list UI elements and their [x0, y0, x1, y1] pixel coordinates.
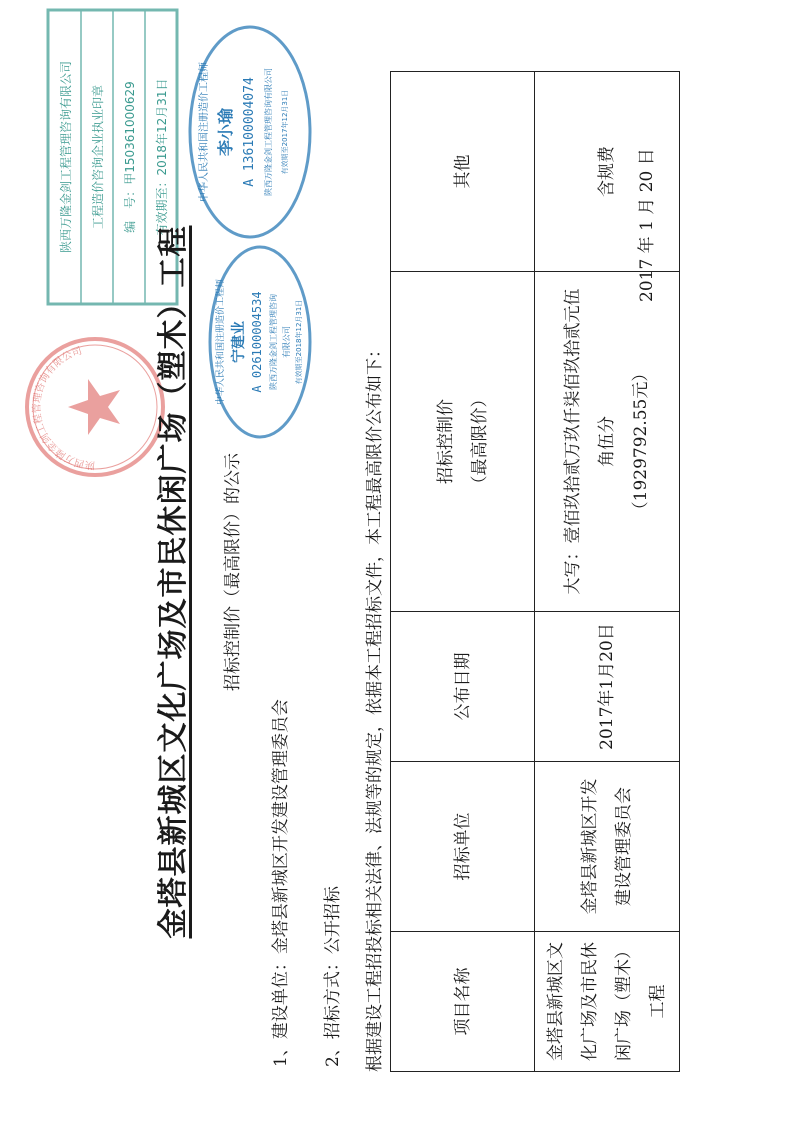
stamp2-line-2: 李小瑜: [216, 107, 235, 157]
company-seal-shape: [27, 339, 163, 475]
stamp1-line-2: 宁建业: [231, 321, 247, 363]
header-project-name: 项目名称: [391, 932, 535, 1072]
qual-line-1: 陕西万隆金剑工程管理咨询有限公司: [59, 60, 73, 254]
construction-unit-line: [266, 699, 291, 1067]
table-header-row: [391, 72, 535, 1072]
qual-line-4: 有效期至：2018年12月31日: [155, 78, 169, 236]
stamp2-line-5: 有效期至2017年12月31日: [281, 89, 289, 175]
basis-statement: 根据建设工程招投标相关法律、法规等的规定，依据本工程招标文件，本工程最高限价公布如下：: [365, 341, 385, 1072]
qual-line-3: 编 号：甲150361000629: [123, 81, 137, 233]
header-publish-date: 公布日期: [391, 612, 535, 762]
bidding-method-value: 公开招标: [323, 886, 343, 955]
cell-control-price: 大写：壹佰玖拾贰万玖仟柒佰玖拾贰元伍角伍分 （1929792.55元）: [535, 272, 680, 612]
footer-date: 2017 年 1 月 20 日: [637, 148, 657, 302]
stamp1-line-3: A 026100004534: [250, 291, 264, 393]
document-title: 金塔县新城区文化广场及市民休闲广场（塑木）工程: [156, 225, 191, 939]
stamp1-line-4: 陕西万隆金剑工程管理咨询: [269, 294, 278, 390]
header-control-price: 招标控制价 （最高限价）: [391, 272, 535, 612]
cell-publish-date: 2017年1月20日: [535, 612, 680, 762]
cell-bidding-unit: 金塔县新城区开发建设管理委员会: [535, 762, 680, 932]
registration-stamp-2: [185, 22, 315, 242]
header-bidding-unit: 招标单位: [391, 762, 535, 932]
stamp1-line-6: 有效期至2018年12月31日: [295, 299, 303, 385]
cell-project-name: 金塔县新城区文化广场及市民休闲广场（塑木）工程: [535, 932, 680, 1072]
cell-other: 含规费: [535, 72, 680, 272]
table-row: [535, 72, 680, 1072]
stamp2-line-3: A 136100004074: [242, 77, 257, 187]
bidding-method-line: [318, 886, 343, 1067]
stamp1-line-5: 有限公司: [282, 326, 291, 358]
construction-unit-label: 1、建设单位：: [271, 954, 291, 1067]
document-subtitle: 招标控制价（最高限价）的公示: [223, 453, 243, 691]
bidding-method-label: 2、招标方式：: [323, 954, 343, 1067]
stamp1-line-1: 中华人民共和国注册造价工程师: [216, 278, 226, 406]
stamp2-line-4: 陕西万隆金剑工程管理咨询有限公司: [264, 68, 273, 196]
construction-unit-value: 金塔县新城区开发建设管理委员会: [271, 699, 291, 955]
header-other: 其他: [391, 72, 535, 272]
company-seal-text: 陕西万隆金剑工程管理咨询有限公司: [31, 345, 96, 471]
stamp2-line-1: 中华人民共和国注册造价工程师: [199, 62, 210, 202]
qual-line-2: 工程造价咨询企业执业印章: [91, 84, 105, 230]
